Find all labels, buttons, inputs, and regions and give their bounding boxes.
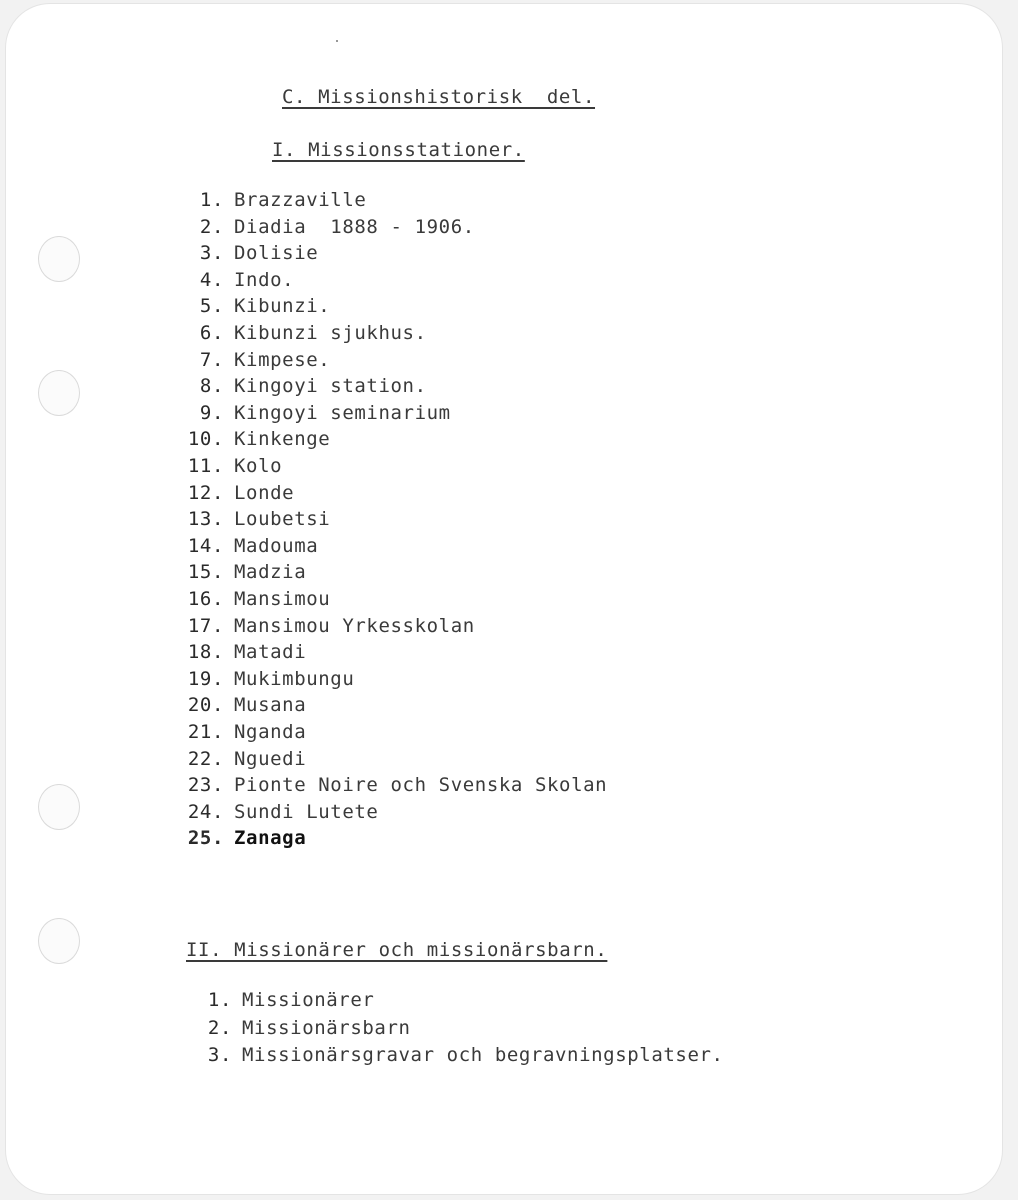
list-item-label: Kibunzi sjukhus. (234, 322, 427, 344)
list-item-number: 15. (187, 561, 224, 584)
punch-hole-1 (38, 236, 80, 282)
list-item-label: Missionärsgravar och begravningsplatser. (242, 1044, 724, 1066)
list-item-number: 6. (199, 322, 224, 344)
list-item-number: 1. (207, 989, 232, 1011)
list-item-number: 24. (187, 800, 224, 823)
list-item-number: 14. (187, 534, 224, 557)
list-item (168, 588, 330, 610)
list-item (168, 721, 306, 743)
list-item-number: 3. (199, 242, 224, 265)
list-item-number: 12. (187, 481, 224, 504)
list-item-label: Kinkenge (234, 428, 331, 451)
list-item (168, 774, 607, 796)
list-item-number: 25. (187, 827, 224, 850)
list-item-label: Diadia 1888 - 1906. (234, 215, 475, 238)
list-item-label: Matadi (234, 641, 307, 664)
list-item (168, 216, 475, 238)
list-item-label: Kingoyi seminarium (234, 401, 451, 424)
list-item-number: 1. (199, 189, 224, 211)
list-item-number: 18. (187, 641, 224, 664)
section-1-heading: I. Missionsstationer. (272, 139, 525, 161)
list-item-label: Zanaga (234, 827, 307, 850)
section-2-heading: II. Missionärer och missionärsbarn. (186, 939, 608, 961)
list-item-number: 2. (207, 1016, 232, 1039)
list-item-number: 21. (187, 721, 224, 743)
list-item-label: Londe (234, 481, 295, 504)
list-item-label: Nganda (234, 721, 307, 743)
list-item (168, 349, 330, 371)
list-item-label: Musana (234, 694, 307, 717)
list-item-number: 2. (199, 215, 224, 238)
list-item-number: 20. (187, 694, 224, 717)
list-item (168, 428, 330, 450)
list-item-label: Kimpese. (234, 348, 331, 371)
list-item-label: Missionärsbarn (242, 1016, 411, 1039)
list-item (168, 748, 306, 770)
list-item (168, 322, 427, 344)
list-item-number: 4. (199, 268, 224, 291)
list-item-label: Madzia (234, 561, 307, 584)
list-item-label: Mansimou Yrkesskolan (234, 614, 475, 637)
list-item (168, 668, 354, 690)
list-item-number: 10. (187, 428, 224, 451)
list-item (168, 641, 306, 663)
list-item-number: 23. (187, 774, 224, 797)
list-item-number: 19. (187, 667, 224, 690)
list-item-label: Kibunzi. (234, 295, 331, 318)
list-item-number: 3. (207, 1044, 232, 1066)
list-item-number: 22. (187, 747, 224, 770)
list-item-label: Mansimou (234, 588, 331, 610)
list-item-label: Kolo (234, 455, 283, 477)
list-item-number: 17. (187, 614, 224, 637)
list-item-label: Sundi Lutete (234, 800, 379, 823)
punch-hole-3 (38, 784, 80, 830)
list-item-number: 8. (199, 375, 224, 398)
punch-hole-2 (38, 370, 80, 416)
list-item (168, 561, 306, 583)
list-item-label: Dolisie (234, 242, 319, 265)
document-page (6, 4, 1002, 1194)
list-item (176, 1044, 724, 1066)
list-item-label: Kingoyi station. (234, 375, 427, 398)
list-item-label: Brazzaville (234, 189, 367, 211)
list-item (168, 189, 366, 211)
list-item-label: Loubetsi (234, 508, 331, 531)
list-item (168, 508, 330, 530)
list-item (168, 295, 330, 317)
list-item-number: 13. (187, 508, 224, 531)
list-item-label: Nguedi (234, 747, 307, 770)
list-item (168, 402, 451, 424)
list-item (168, 615, 475, 637)
list-item (168, 801, 378, 823)
list-item-label: Mukimbungu (234, 667, 355, 690)
document-title: C. Missionshistorisk del. (282, 86, 596, 108)
list-item (168, 455, 282, 477)
list-item-label: Indo. (234, 268, 295, 291)
list-item-number: 5. (199, 295, 224, 318)
list-item (176, 1017, 411, 1039)
list-item (168, 375, 427, 397)
list-item (168, 482, 294, 504)
list-item-label: Missionärer (242, 989, 375, 1011)
list-item (168, 694, 306, 716)
list-item-label: Madouma (234, 534, 319, 557)
list-item-label: Pionte Noire och Svenska Skolan (234, 774, 608, 797)
list-item-number: 9. (199, 401, 224, 424)
punch-hole-4 (38, 918, 80, 964)
list-item (168, 242, 318, 264)
list-item (168, 535, 318, 557)
list-item (168, 827, 306, 849)
list-item (168, 269, 294, 291)
list-item-number: 7. (199, 348, 224, 371)
list-item-number: 16. (187, 588, 224, 610)
paper-speck (336, 40, 338, 42)
list-item-number: 11. (187, 455, 224, 477)
list-item (176, 989, 374, 1011)
